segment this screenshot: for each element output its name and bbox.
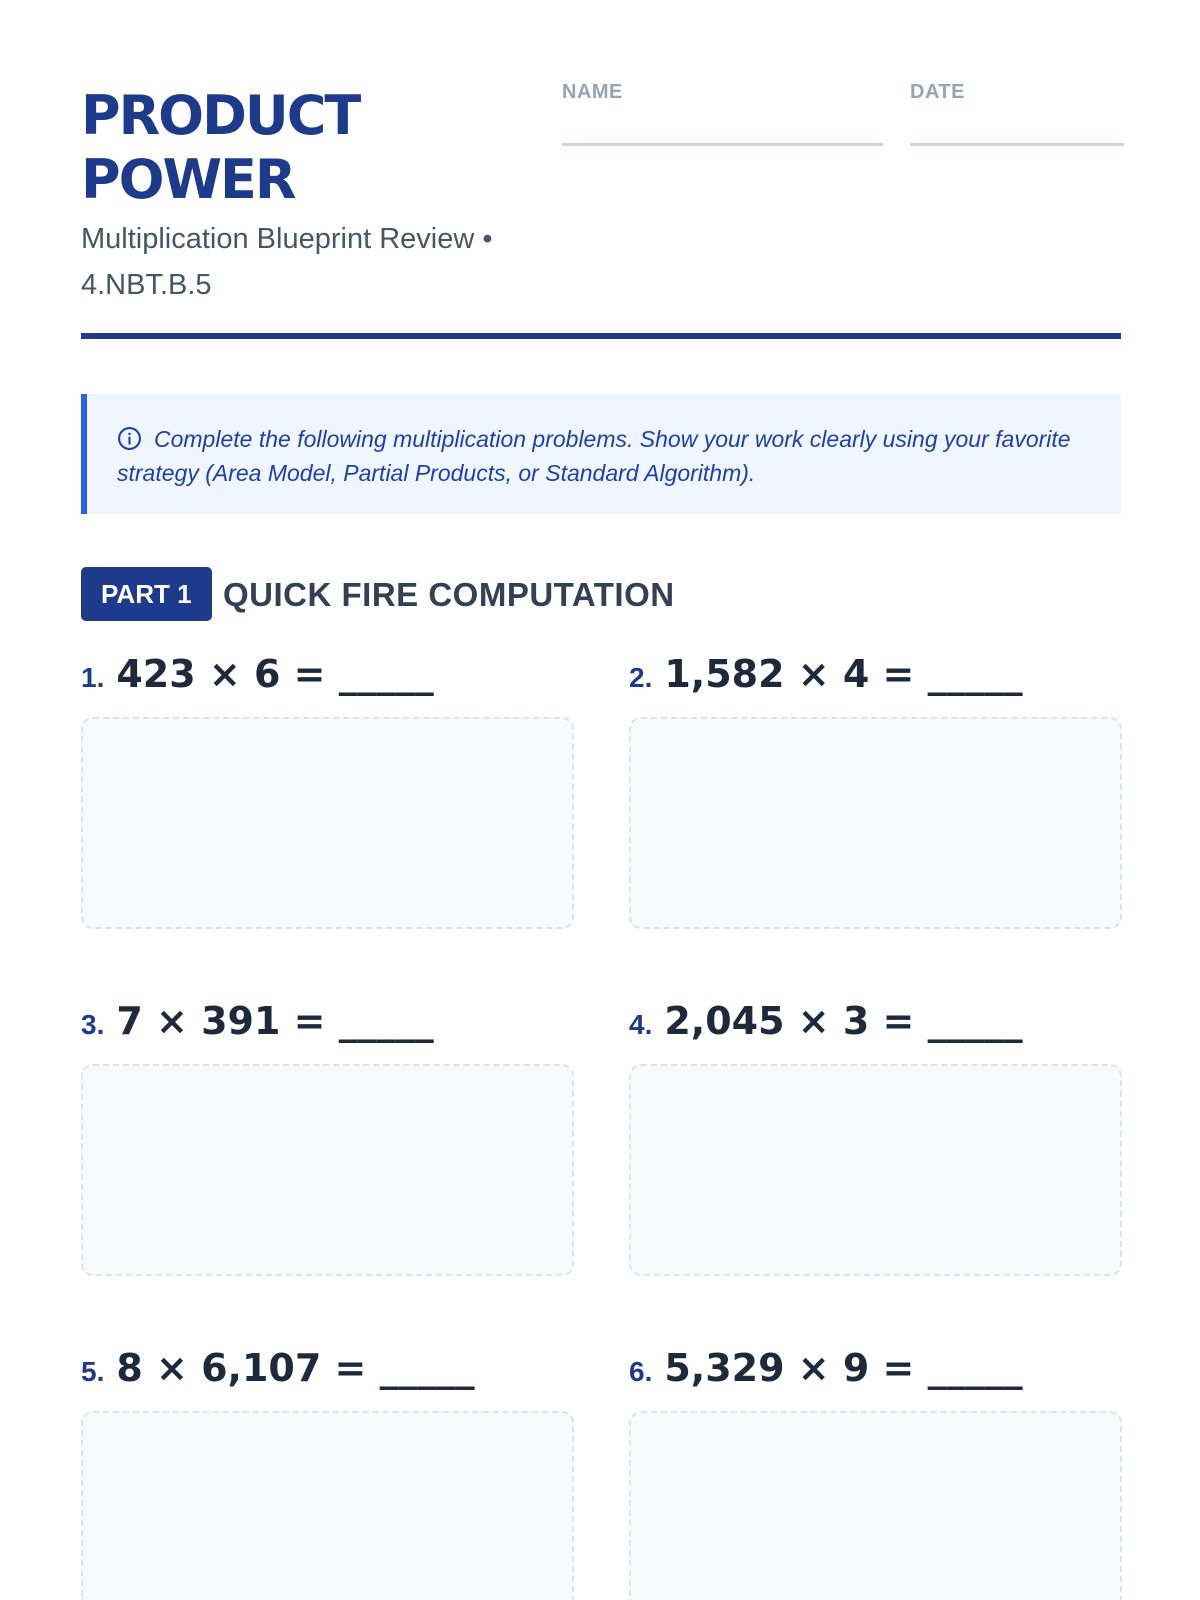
name-field[interactable]	[562, 143, 883, 146]
date-field[interactable]	[910, 143, 1124, 146]
problem-5-header	[81, 1346, 475, 1390]
problem-expression: 5,329 × 9 = _____	[664, 1346, 1023, 1390]
problem-expression: 1,582 × 4 = _____	[664, 652, 1023, 696]
problem-number: 6.	[629, 1356, 653, 1387]
title-line-1: PRODUCT	[81, 84, 360, 147]
problem-5-work-area[interactable]	[81, 1411, 574, 1600]
header-divider	[81, 333, 1121, 339]
problem-number: 3.	[81, 1009, 105, 1040]
problem-expression: 7 × 391 = _____	[116, 999, 434, 1043]
worksheet-subtitle: Multiplication Blueprint Review • 4.NBT.B.5	[81, 223, 493, 301]
problem-expression: 2,045 × 3 = _____	[664, 999, 1023, 1043]
problem-number: 2.	[629, 662, 653, 693]
instructions-text: Complete the following multiplication problems. Show your work clearly using your favorite strategy (Area Model, Partial Products, or Standard Algorithm).	[117, 426, 1071, 486]
problem-1-work-area[interactable]	[81, 717, 574, 929]
problem-number: 5.	[81, 1356, 105, 1387]
problem-2-header	[629, 652, 1023, 696]
problem-number: 4.	[629, 1009, 653, 1040]
problem-expression: 8 × 6,107 = _____	[116, 1346, 475, 1390]
worksheet-title	[81, 84, 359, 212]
date-label: DATE	[910, 81, 965, 103]
problem-1-header	[81, 652, 434, 696]
problem-2-work-area[interactable]	[629, 717, 1122, 929]
problem-expression: 423 × 6 = _____	[116, 652, 434, 696]
part-badge: PART 1	[81, 567, 212, 621]
title-line-2: POWER	[81, 148, 295, 211]
problem-4-work-area[interactable]	[629, 1064, 1122, 1276]
problem-3-work-area[interactable]	[81, 1064, 574, 1276]
info-icon	[117, 426, 142, 451]
instructions-box	[81, 394, 1121, 514]
problem-6-header	[629, 1346, 1023, 1390]
problem-4-header	[629, 999, 1023, 1043]
part-title: QUICK FIRE COMPUTATION	[223, 576, 675, 613]
problem-number: 1.	[81, 662, 105, 693]
problem-6-work-area[interactable]	[629, 1411, 1122, 1600]
problem-3-header	[81, 999, 434, 1043]
name-label: NAME	[562, 81, 623, 103]
